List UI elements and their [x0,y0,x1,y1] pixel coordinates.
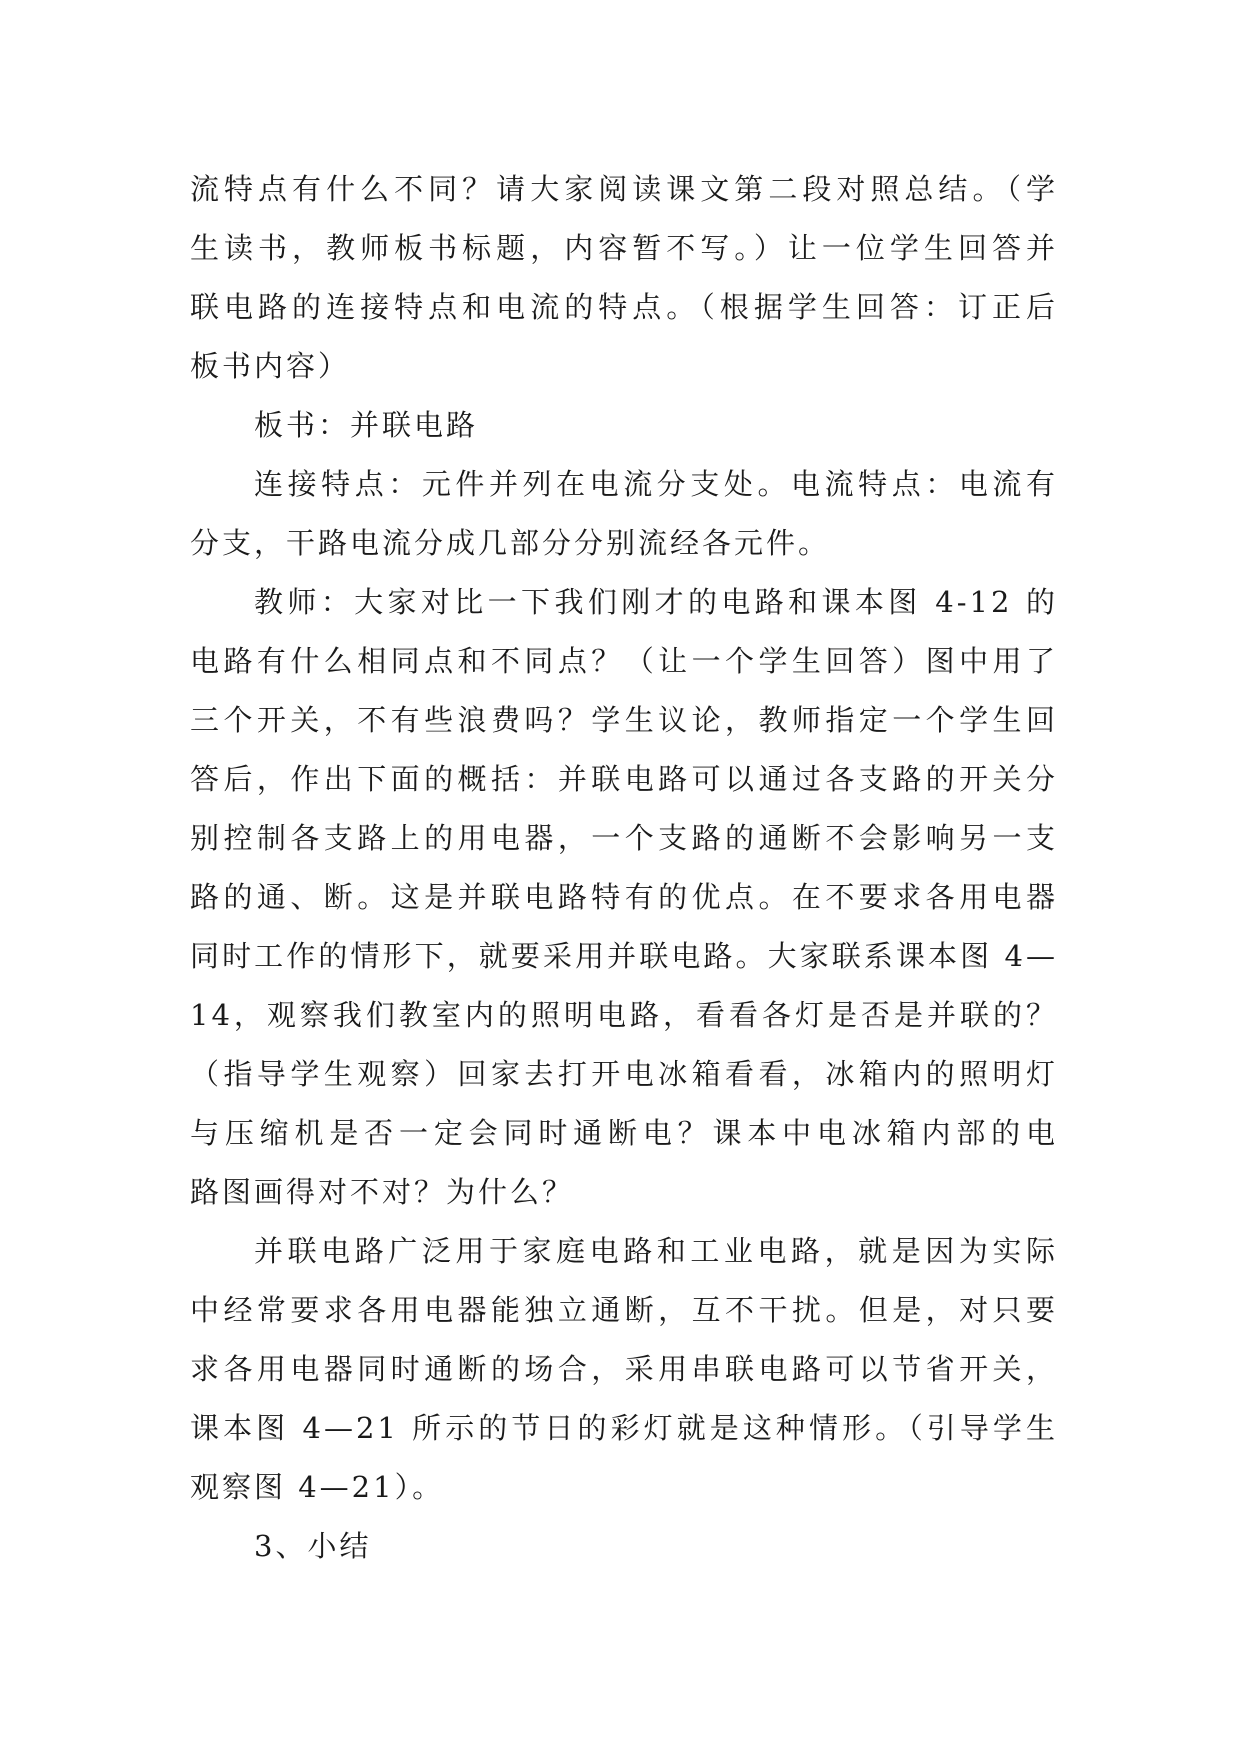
document-body [190,160,1058,1576]
text-line: 观察图 4—21）。 [190,1470,445,1504]
text-line: 与压缩机是否一定会同时通断电？课本中电冰箱内部的电 [190,1116,1058,1150]
text-line: 电路有什么相同点和不同点？（让一个学生回答）图中用了 [190,644,1058,678]
text-line: 14，观察我们教室内的照明电路，看看各灯是否是并联的？ [190,998,1058,1032]
text-line: 生读书，教师板书标题，内容暂不写。）让一位学生回答并 [190,231,1058,265]
paragraph-6 [190,1517,1058,1576]
text-line: 路的通、断。这是并联电路特有的优点。在不要求各用电器 [190,880,1058,914]
paragraph-5 [190,1222,1058,1517]
text-line: 路图画得对不对？为什么？ [190,1175,575,1209]
paragraph-3 [190,455,1058,573]
text-line: 板书内容） [190,349,351,383]
text-line: 教师：大家对比一下我们刚才的电路和课本图 4-12 的 [254,585,1058,619]
text-line: 板书：并联电路 [254,408,479,442]
text-line: 课本图 4—21 所示的节日的彩灯就是这种情形。（引导学生 [190,1411,1058,1445]
text-line: 求各用电器同时通断的场合，采用串联电路可以节省开关， [190,1352,1058,1386]
text-line: 中经常要求各用电器能独立通断，互不干扰。但是，对只要 [190,1293,1058,1327]
text-line: 流特点有什么不同？请大家阅读课文第二段对照总结。（学 [190,172,1058,206]
text-line: 答后，作出下面的概括：并联电路可以通过各支路的开关分 [190,762,1058,796]
paragraph-2 [190,396,1058,455]
paragraph-4 [190,573,1058,1222]
text-line: 别控制各支路上的用电器，一个支路的通断不会影响另一支 [190,821,1058,855]
text-line: 同时工作的情形下，就要采用并联电路。大家联系课本图 4— [190,939,1058,973]
text-line: 三个开关，不有些浪费吗？学生议论，教师指定一个学生回 [190,703,1058,737]
text-line: 连接特点：元件并列在电流分支处。电流特点：电流有 [254,467,1058,501]
text-line: （指导学生观察）回家去打开电冰箱看看，冰箱内的照明灯 [190,1057,1058,1091]
text-line: 分支，干路电流分成几部分分别流经各元件。 [190,526,831,560]
text-line: 联电路的连接特点和电流的特点。（根据学生回答：订正后 [190,290,1058,324]
section-heading: 3、小结 [254,1529,372,1563]
paragraph-1 [190,160,1058,396]
text-line: 并联电路广泛用于家庭电路和工业电路，就是因为实际 [254,1234,1058,1268]
